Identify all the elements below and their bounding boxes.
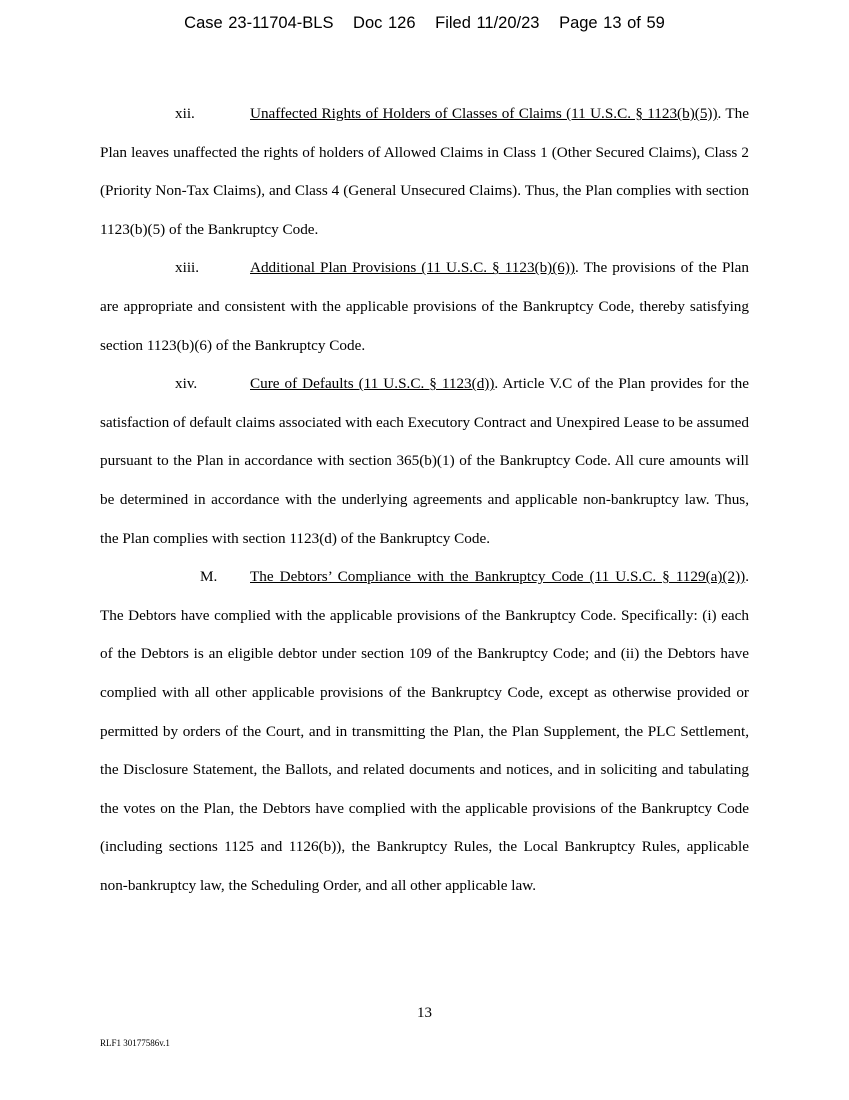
paragraph-xiv bbox=[100, 365, 749, 558]
paragraph-text: . The Debtors have complied with the applicable provisions of the Bankruptcy Code. Specifically: (i) each of the Debtors is an eligible debtor under section 109 of the Bankruptcy Code; and (ii) the Debtors have complied with all other applicable provisions of the Bankruptcy Code, except as otherwise provided or permitted by orders of the Court, and in transmitting the Plan, the Plan Supplement, the PLC Settlement, the Disclosure Statement, the Ballots, and related documents and notices, and in soliciting and tabulating the votes on the Plan, the Debtors have complied with the applicable provisions of the Bankruptcy Code (including sections 1125 and 1126(b)), the Bankruptcy Rules, the Local Bankruptcy Rules, applicable non-bankruptcy law, the Scheduling Order, and all other applicable law. bbox=[100, 568, 749, 894]
doc-number: Doc 126 bbox=[353, 14, 416, 32]
paragraph-number: M. bbox=[200, 568, 218, 586]
paragraph-xii bbox=[100, 95, 749, 249]
paragraph-heading: Cure of Defaults (11 U.S.C. § 1123(d)) bbox=[250, 375, 495, 393]
paragraph-text: . Article V.C of the Plan provides for the satisfaction of default claims associated with each Executory Contract and Unexpired Lease to be assumed pursuant to the Plan in accordance with section 365(b)(1) of the Bankruptcy Code. All cure amounts will be determined in accordance with the underlying agreements and applicable non-bankruptcy law. Thus, the Plan complies with section 1123(d) of the Bankruptcy Code. bbox=[100, 375, 749, 547]
page-indicator: Page 13 of 59 bbox=[559, 14, 665, 32]
paragraph-xiii bbox=[100, 249, 749, 365]
filed-date: Filed 11/20/23 bbox=[435, 14, 540, 32]
paragraph-number: xiii. bbox=[175, 259, 200, 277]
paragraph-number: xiv. bbox=[175, 375, 198, 393]
paragraph-heading: The Debtors’ Compliance with the Bankruptcy Code (11 U.S.C. § 1129(a)(2)) bbox=[250, 568, 746, 586]
case-number: Case 23-11704-BLS bbox=[184, 14, 334, 32]
page-number: 13 bbox=[417, 1005, 432, 1021]
paragraph-number: xii. bbox=[175, 105, 195, 122]
document-id: RLF1 30177586v.1 bbox=[100, 1038, 170, 1048]
document-body bbox=[100, 95, 749, 905]
paragraph-text: . The Plan leaves unaffected the rights of holders of Allowed Claims in Class 1 (Other Secured Claims), Class 2 (Priority Non-Tax Claims), and Class 4 (General Unsecured Claims). Thus, the Plan complies with section 1123(b)(5) of the Bankruptcy Code. bbox=[100, 105, 749, 238]
paragraph-heading: Additional Plan Provisions (11 U.S.C. § 1123(b)(6)) bbox=[250, 259, 576, 277]
paragraph-heading: Unaffected Rights of Holders of Classes of Claims (11 U.S.C. § 1123(b)(5)) bbox=[250, 105, 718, 122]
paragraph-m bbox=[100, 558, 749, 905]
paragraph-text: . The provisions of the Plan are appropriate and consistent with the applicable provisions of the Bankruptcy Code, thereby satisfying section 1123(b)(6) of the Bankruptcy Code. bbox=[100, 259, 749, 354]
case-header bbox=[0, 14, 849, 33]
